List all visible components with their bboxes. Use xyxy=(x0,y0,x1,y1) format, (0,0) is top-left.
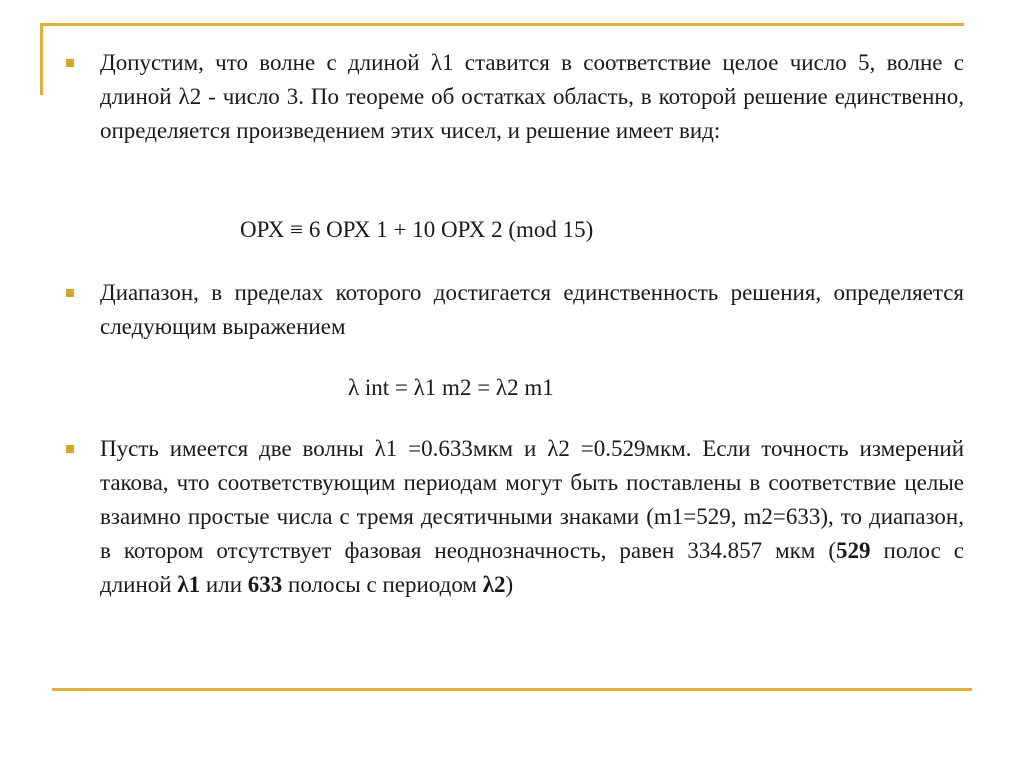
bullet-icon xyxy=(66,289,74,297)
paragraph-3 xyxy=(100,432,964,602)
formula-range: λ int = λ1 m2 = λ2 m1 xyxy=(348,375,554,400)
paragraph-2: Диапазон, в пределах которого достигается единственность решения, определяется следующим выражением xyxy=(100,280,964,339)
bold-529: 529 xyxy=(836,538,871,563)
paragraph-3-text-c: или xyxy=(200,572,248,597)
formula-residue: ОРХ ≡ 6 ОРХ 1 + 10 ОРХ 2 (mod 15) xyxy=(240,217,594,242)
bullet-icon xyxy=(66,445,74,453)
bold-lambda1: λ1 xyxy=(177,572,201,597)
paragraph-1: Допустим, что волне с длиной λ1 ставится в соответствие целое число 5, волне с длиной λ2 - число 3. По теореме об остатках область, в которой решение единственно, определяется произведением этих чисел, и решение имеет вид: xyxy=(100,50,964,143)
bullet-icon xyxy=(66,59,74,67)
top-rule xyxy=(40,23,964,26)
paragraph-3-text-e: ) xyxy=(505,572,514,597)
paragraph-3-text-d: полосы с периодом xyxy=(282,572,483,597)
left-accent xyxy=(40,23,43,95)
paragraph-3-text-b: полос с длиной xyxy=(100,538,965,597)
bottom-rule xyxy=(52,688,972,691)
bold-633: 633 xyxy=(247,572,283,597)
bold-lambda2: λ2 xyxy=(482,572,506,597)
paragraph-3-text-a: Пусть имеется две волны λ1 =0.633мкм и λ2 =0.529мкм. Если точность измерений такова, что соответствующим периодам могут быть поставлены в соответствие целые взаимно простые числа с тремя десятичными знаками (m1=529, m2=633), то диапазон, в котором отсутствует фазовая неоднозначность, равен 334.857 мкм ( xyxy=(100,436,964,563)
